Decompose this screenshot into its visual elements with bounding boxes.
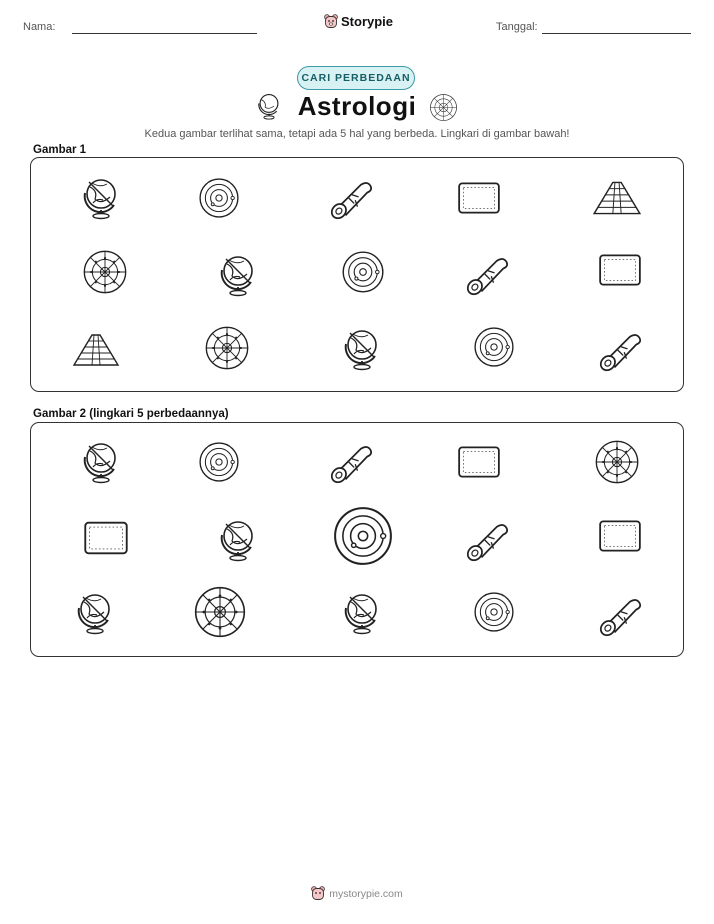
- scroll-icon[interactable]: [597, 592, 645, 638]
- brand-name: Storypie: [341, 14, 394, 29]
- name-label: Nama:: [23, 21, 56, 33]
- globe-icon[interactable]: [218, 516, 258, 564]
- orbit-icon[interactable]: [473, 591, 515, 633]
- panel-1-label: Gambar 1: [33, 144, 87, 156]
- zodiac-wheel-icon[interactable]: [594, 439, 640, 485]
- instructions: Kedua gambar terlihat sama, tetapi ada 5 hal yang berbeda. Lingkari di gambar bawah!: [144, 128, 570, 140]
- date-field-line[interactable]: [542, 33, 691, 34]
- page-title: Astrologi: [297, 91, 417, 121]
- date-label: Tanggal:: [496, 21, 538, 33]
- picture-panel-1: [30, 157, 684, 392]
- globe-icon[interactable]: [342, 589, 382, 637]
- zodiac-wheel-icon[interactable]: [193, 585, 247, 639]
- title-globe-icon: [256, 92, 282, 125]
- globe-icon[interactable]: [81, 439, 121, 485]
- tablet-icon[interactable]: [82, 519, 130, 557]
- orbit-icon[interactable]: [198, 441, 240, 483]
- activity-badge: CARI PERBEDAAN: [297, 66, 415, 90]
- brand-logo: [324, 14, 393, 29]
- globe-icon[interactable]: [75, 589, 115, 637]
- footer-url: mystorypie.com: [329, 887, 403, 900]
- scroll-icon[interactable]: [464, 517, 512, 563]
- orbit-icon[interactable]: [332, 505, 394, 567]
- panel-2-label: Gambar 2 (lingkari 5 perbedaannya): [33, 408, 229, 420]
- tablet-icon[interactable]: [597, 518, 643, 554]
- name-field-line[interactable]: [72, 33, 257, 34]
- tablet-icon[interactable]: [456, 444, 502, 480]
- scroll-icon[interactable]: [328, 440, 376, 484]
- bear-mascot-icon: [311, 886, 325, 901]
- title-zodiac-icon: [429, 93, 458, 127]
- footer: [0, 886, 714, 901]
- bear-mascot-icon: [324, 14, 338, 29]
